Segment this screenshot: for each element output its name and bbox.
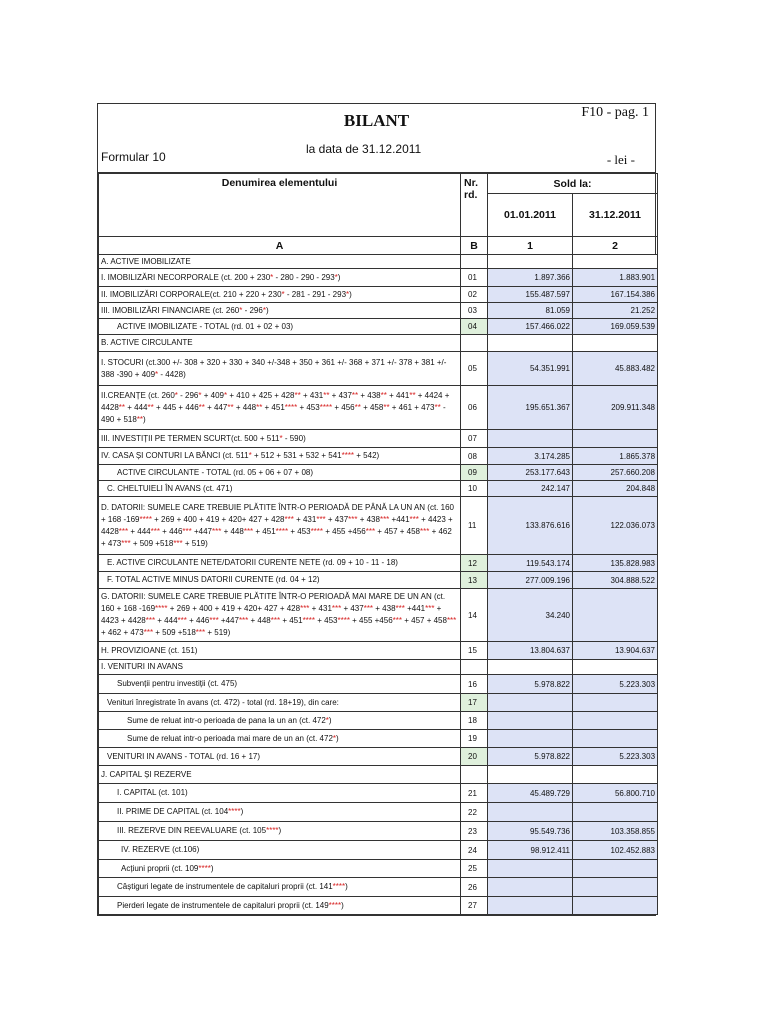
- value-end-of-year: [573, 589, 658, 642]
- value-end-of-year: 257.660.208: [573, 465, 658, 481]
- value-end-of-year: 56.800.710: [573, 784, 658, 803]
- value-start-of-year: 95.549.736: [488, 822, 573, 841]
- value-start-of-year: [488, 897, 573, 915]
- row-label: I. IMOBILIZĂRI NECORPORALE (ct. 200 + 230* - 280 - 290 - 293*): [99, 269, 461, 287]
- value-end-of-year: [573, 860, 658, 878]
- section-row: [99, 766, 658, 784]
- row-number: [461, 660, 488, 675]
- row-number: 05: [461, 352, 488, 386]
- value-start-of-year: 242.147: [488, 481, 573, 497]
- row-label: IV. REZERVE (ct.106): [99, 841, 461, 860]
- row-number: 24: [461, 841, 488, 860]
- row-number: [461, 335, 488, 352]
- value-start-of-year: 119.543.174: [488, 555, 573, 572]
- value-start-of-year: 54.351.991: [488, 352, 573, 386]
- balance-rows: [99, 255, 658, 915]
- table-row: [99, 448, 658, 465]
- row-number: 16: [461, 675, 488, 694]
- row-label: B. ACTIVE CIRCULANTE: [99, 335, 461, 352]
- value-start-of-year: 253.177.643: [488, 465, 573, 481]
- row-number: [461, 255, 488, 269]
- row-label: I. CAPITAL (ct. 101): [99, 784, 461, 803]
- row-label: I. VENITURI IN AVANS: [99, 660, 461, 675]
- row-number: 20: [461, 748, 488, 766]
- table-row: [99, 465, 658, 481]
- value-start-of-year: [488, 660, 573, 675]
- value-start-of-year: 3.174.285: [488, 448, 573, 465]
- section-row: [99, 255, 658, 269]
- value-end-of-year: 167.154.386: [573, 287, 658, 303]
- table-row: [99, 675, 658, 694]
- value-start-of-year: [488, 730, 573, 748]
- value-start-of-year: 277.009.196: [488, 572, 573, 589]
- value-end-of-year: [573, 694, 658, 712]
- value-end-of-year: 45.883.482: [573, 352, 658, 386]
- table-row: [99, 784, 658, 803]
- table-row: [99, 287, 658, 303]
- row-number: 02: [461, 287, 488, 303]
- row-label: F. TOTAL ACTIVE MINUS DATORII CURENTE (rd. 04 + 12): [99, 572, 461, 589]
- column-header-date-start: 01.01.2011: [488, 194, 573, 237]
- column-header-date-end: 31.12.2011: [573, 194, 658, 237]
- value-start-of-year: [488, 255, 573, 269]
- value-end-of-year: [573, 255, 658, 269]
- value-end-of-year: 209.911.348: [573, 386, 658, 430]
- value-start-of-year: 1.897.366: [488, 269, 573, 287]
- row-number: 17: [461, 694, 488, 712]
- row-label: IV. CASA ȘI CONTURI LA BĂNCI (ct. 511* + 512 + 531 + 532 + 541**** + 542): [99, 448, 461, 465]
- value-start-of-year: 133.876.616: [488, 497, 573, 555]
- row-label: Pierderi legate de instrumentele de capitaluri proprii (ct. 149****): [99, 897, 461, 915]
- table-row: [99, 897, 658, 915]
- row-number: 22: [461, 803, 488, 822]
- table-row: [99, 730, 658, 748]
- value-start-of-year: 45.489.729: [488, 784, 573, 803]
- row-label: D. DATORII: SUMELE CARE TREBUIE PLĂTITE ÎNTR-O PERIOADĂ DE PÂNĂ LA UN AN (ct. 160 + 168 -169**** + 269 + 400 + 419 + 420+ 427 + 428*** + 431*** + 437*** + 438*** +441*** + 4423 + 4428*** + 444*** + 446*** +447*** + 448*** + 451**** + 453**** + 455 +456*** + 457 + 458*** + 462 + 473*** + 509 +518*** + 519): [99, 497, 461, 555]
- value-end-of-year: 169.059.539: [573, 319, 658, 335]
- value-end-of-year: 5.223.303: [573, 675, 658, 694]
- column-letter-2: 2: [573, 237, 658, 255]
- row-label: Subvenții pentru investiții (ct. 475): [99, 675, 461, 694]
- row-label: ACTIVE CIRCULANTE - TOTAL (rd. 05 + 06 + 07 + 08): [99, 465, 461, 481]
- page-indicator: F10 - pag. 1: [581, 105, 649, 120]
- table-row: [99, 803, 658, 822]
- row-label: H. PROVIZIOANE (ct. 151): [99, 642, 461, 660]
- report-date: la data de 31.12.2011: [306, 142, 422, 156]
- value-end-of-year: [573, 730, 658, 748]
- value-start-of-year: 5.978.822: [488, 748, 573, 766]
- value-end-of-year: [573, 878, 658, 897]
- row-label: J. CAPITAL ȘI REZERVE: [99, 766, 461, 784]
- value-end-of-year: 5.223.303: [573, 748, 658, 766]
- value-start-of-year: 157.466.022: [488, 319, 573, 335]
- row-number: 23: [461, 822, 488, 841]
- value-end-of-year: 1.865.378: [573, 448, 658, 465]
- value-end-of-year: [573, 335, 658, 352]
- row-label: Venituri înregistrate în avans (ct. 472) - total (rd. 18+19), din care:: [99, 694, 461, 712]
- table-row: [99, 386, 658, 430]
- table-row: [99, 481, 658, 497]
- value-start-of-year: [488, 430, 573, 448]
- section-row: [99, 335, 658, 352]
- row-number: 15: [461, 642, 488, 660]
- column-letter-1: 1: [488, 237, 573, 255]
- row-label: III. REZERVE DIN REEVALUARE (ct. 105****): [99, 822, 461, 841]
- row-label: Câștiguri legate de instrumentele de capitaluri proprii (ct. 141****): [99, 878, 461, 897]
- table-row: [99, 712, 658, 730]
- row-number: 06: [461, 386, 488, 430]
- value-end-of-year: [573, 766, 658, 784]
- row-number: 11: [461, 497, 488, 555]
- value-start-of-year: [488, 694, 573, 712]
- value-start-of-year: 13.804.637: [488, 642, 573, 660]
- table-row: [99, 748, 658, 766]
- value-start-of-year: [488, 803, 573, 822]
- column-letter-a: A: [99, 237, 461, 255]
- document-title: BILANT: [343, 111, 410, 130]
- row-number: 14: [461, 589, 488, 642]
- row-label: II. IMOBILIZĂRI CORPORALE(ct. 210 + 220 + 230* - 281 - 291 - 293*): [99, 287, 461, 303]
- value-start-of-year: 34.240: [488, 589, 573, 642]
- row-label: VENITURI IN AVANS - TOTAL (rd. 16 + 17): [99, 748, 461, 766]
- value-end-of-year: 21.252: [573, 303, 658, 319]
- row-number: 08: [461, 448, 488, 465]
- value-end-of-year: 102.452.883: [573, 841, 658, 860]
- table-row: [99, 497, 658, 555]
- value-end-of-year: 103.358.855: [573, 822, 658, 841]
- value-end-of-year: 135.828.983: [573, 555, 658, 572]
- row-label: II.CREANȚE (ct. 260* - 296* + 409* + 410 + 425 + 428** + 431** + 437** + 438** + 441** + 4424 + 4428** + 444** + 445 + 446** + 447** + 448** + 451**** + 453**** + 456** + 458** + 461 + 473** - 490 + 518**): [99, 386, 461, 430]
- row-number: 21: [461, 784, 488, 803]
- row-number: 26: [461, 878, 488, 897]
- row-label: E. ACTIVE CIRCULANTE NETE/DATORII CURENTE NETE (rd. 09 + 10 - 11 - 18): [99, 555, 461, 572]
- value-start-of-year: 81.059: [488, 303, 573, 319]
- table-row: [99, 841, 658, 860]
- row-number: 01: [461, 269, 488, 287]
- table-row: [99, 878, 658, 897]
- value-end-of-year: [573, 430, 658, 448]
- value-end-of-year: [573, 803, 658, 822]
- column-letter-b: B: [461, 237, 488, 255]
- table-row: [99, 694, 658, 712]
- row-label: C. CHELTUIELI ÎN AVANS (ct. 471): [99, 481, 461, 497]
- table-row: [99, 555, 658, 572]
- row-number: 25: [461, 860, 488, 878]
- column-header-row-number: Nr. rd.: [461, 174, 488, 237]
- row-label: I. STOCURI (ct.300 +/- 308 + 320 + 330 + 340 +/-348 + 350 + 361 +/- 368 + 371 +/- 378 + 381 +/- 388 -390 + 409* - 4428): [99, 352, 461, 386]
- row-number: 07: [461, 430, 488, 448]
- value-start-of-year: 155.487.597: [488, 287, 573, 303]
- value-start-of-year: [488, 712, 573, 730]
- value-end-of-year: 204.848: [573, 481, 658, 497]
- row-number: 04: [461, 319, 488, 335]
- value-end-of-year: 122.036.073: [573, 497, 658, 555]
- table-row: [99, 352, 658, 386]
- row-label: G. DATORII: SUMELE CARE TREBUIE PLĂTITE ÎNTR-O PERIOADĂ MAI MARE DE UN AN (ct. 160 + 168 -169**** + 269 + 400 + 419 + 420+ 427 + 428*** + 431*** + 437*** + 438*** +441*** + 4423 + 4428*** + 444*** + 446*** +447*** + 448*** + 451**** + 453**** + 455 +456*** + 457 + 458*** + 462 + 473*** + 509 +518*** + 519): [99, 589, 461, 642]
- row-label: Sume de reluat intr-o perioada mai mare de un an (ct. 472*): [99, 730, 461, 748]
- value-start-of-year: [488, 335, 573, 352]
- table-row: [99, 319, 658, 335]
- section-row: [99, 660, 658, 675]
- value-end-of-year: 13.904.637: [573, 642, 658, 660]
- table-row: [99, 303, 658, 319]
- row-number: 03: [461, 303, 488, 319]
- value-start-of-year: [488, 860, 573, 878]
- row-label: III. INVESTIȚII PE TERMEN SCURT(ct. 500 + 511* - 590): [99, 430, 461, 448]
- form-header: [98, 104, 655, 173]
- table-row: [99, 860, 658, 878]
- table-row: [99, 269, 658, 287]
- row-number: 19: [461, 730, 488, 748]
- table-row: [99, 572, 658, 589]
- table-row: [99, 430, 658, 448]
- row-number: 12: [461, 555, 488, 572]
- row-number: 13: [461, 572, 488, 589]
- row-number: [461, 766, 488, 784]
- row-number: 09: [461, 465, 488, 481]
- value-end-of-year: [573, 712, 658, 730]
- value-end-of-year: [573, 660, 658, 675]
- column-header-balance: Sold la:: [488, 174, 658, 194]
- value-end-of-year: 304.888.522: [573, 572, 658, 589]
- row-number: 18: [461, 712, 488, 730]
- row-label: ACTIVE IMOBILIZATE - TOTAL (rd. 01 + 02 + 03): [99, 319, 461, 335]
- currency-label: - lei -: [606, 152, 635, 167]
- value-start-of-year: 5.978.822: [488, 675, 573, 694]
- row-label: II. PRIME DE CAPITAL (ct. 104****): [99, 803, 461, 822]
- table-row: [99, 822, 658, 841]
- value-start-of-year: [488, 878, 573, 897]
- row-number: 27: [461, 897, 488, 915]
- value-start-of-year: 195.651.367: [488, 386, 573, 430]
- form-number: Formular 10: [101, 150, 166, 164]
- balance-sheet-form: [97, 103, 656, 916]
- value-end-of-year: 1.883.901: [573, 269, 658, 287]
- row-label: A. ACTIVE IMOBILIZATE: [99, 255, 461, 269]
- row-label: Acțiuni proprii (ct. 109****): [99, 860, 461, 878]
- row-label: III. IMOBILIZĂRI FINANCIARE (ct. 260* - 296*): [99, 303, 461, 319]
- value-start-of-year: 98.912.411: [488, 841, 573, 860]
- balance-table: [98, 173, 658, 915]
- value-end-of-year: [573, 897, 658, 915]
- column-header-name: Denumirea elementului: [99, 174, 461, 237]
- table-row: [99, 642, 658, 660]
- value-start-of-year: [488, 766, 573, 784]
- table-row: [99, 589, 658, 642]
- row-label: Sume de reluat intr-o perioada de pana la un an (ct. 472*): [99, 712, 461, 730]
- row-number: 10: [461, 481, 488, 497]
